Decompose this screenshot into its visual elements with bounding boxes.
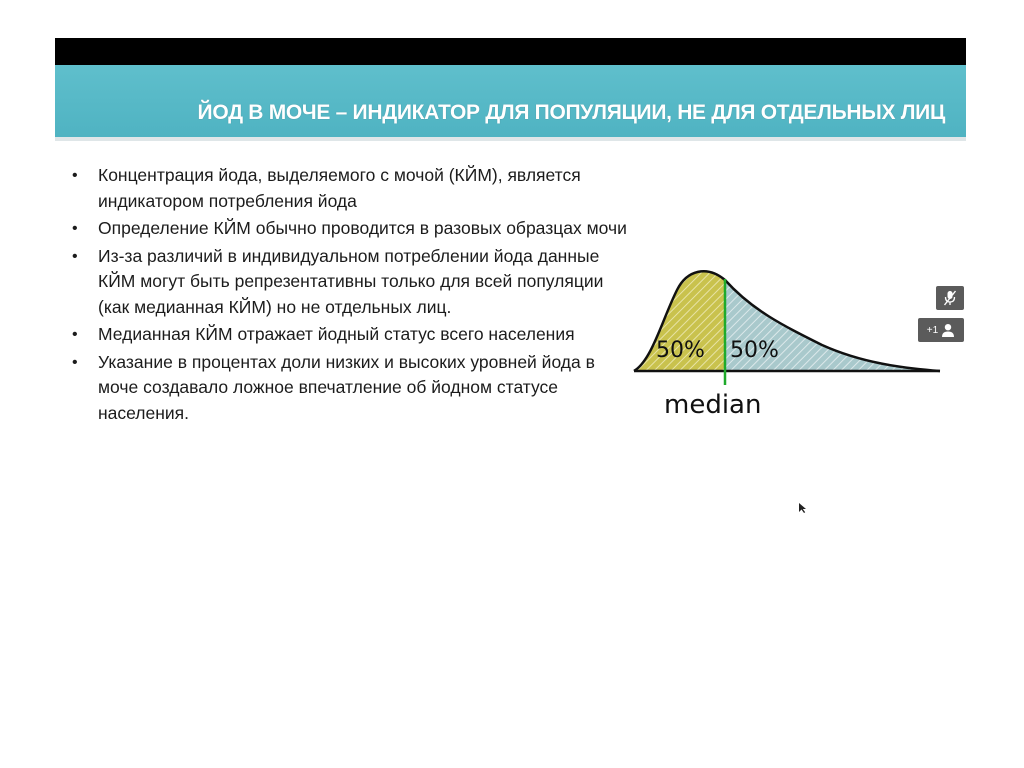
- bullet-text: Указание в процентах доли низких и высоких уровней йода в моче создавало ложное впечатление об йодном статусе населения.: [98, 351, 595, 423]
- bullet-item: [69, 322, 629, 348]
- distribution-figure: [632, 265, 947, 425]
- median-label: median: [664, 390, 762, 420]
- left-percent-label: 50%: [656, 338, 705, 363]
- viewer-top-bar: [55, 38, 966, 65]
- bullet-item: [69, 216, 629, 242]
- bullet-dot: •: [72, 220, 78, 237]
- bullet-item: [69, 163, 629, 214]
- person-icon: [941, 323, 955, 337]
- bullet-dot: •: [72, 167, 78, 184]
- participants-count: +1: [926, 324, 939, 336]
- bullet-item: [69, 244, 629, 321]
- bullet-dot: •: [72, 326, 78, 343]
- right-percent-label: 50%: [730, 338, 779, 363]
- bullet-item: [69, 350, 629, 427]
- bullet-text: Определение КЙМ обычно проводится в разовых образцах мочи: [98, 218, 627, 238]
- slide-title: ЙОД В МОЧЕ – ИНДИКАТОР ДЛЯ ПОПУЛЯЦИИ, НЕ ДЛЯ ОТДЕЛЬНЫХ ЛИЦ: [197, 101, 945, 124]
- mouse-pointer-icon: [798, 502, 808, 514]
- slide-header-divider: [55, 137, 966, 141]
- bullet-dot: •: [72, 247, 78, 265]
- participants-button[interactable]: [918, 318, 964, 342]
- mute-mic-button[interactable]: [936, 286, 964, 310]
- bullet-text: Концентрация йода, выделяемого с мочой (КЙМ), является индикатором потребления йода: [98, 165, 581, 211]
- bullet-text: Медианная КЙМ отражает йодный статус всего населения: [98, 324, 575, 344]
- bullet-dot: •: [72, 353, 78, 371]
- bullet-text: Из-за различий в индивидуальном потреблении йода данные КЙМ могут быть репрезентативны только для всей популяции (как медианная КЙМ) но не отдельных лиц.: [98, 245, 604, 317]
- bullet-list: [69, 163, 629, 428]
- mic-muted-icon: [943, 290, 957, 306]
